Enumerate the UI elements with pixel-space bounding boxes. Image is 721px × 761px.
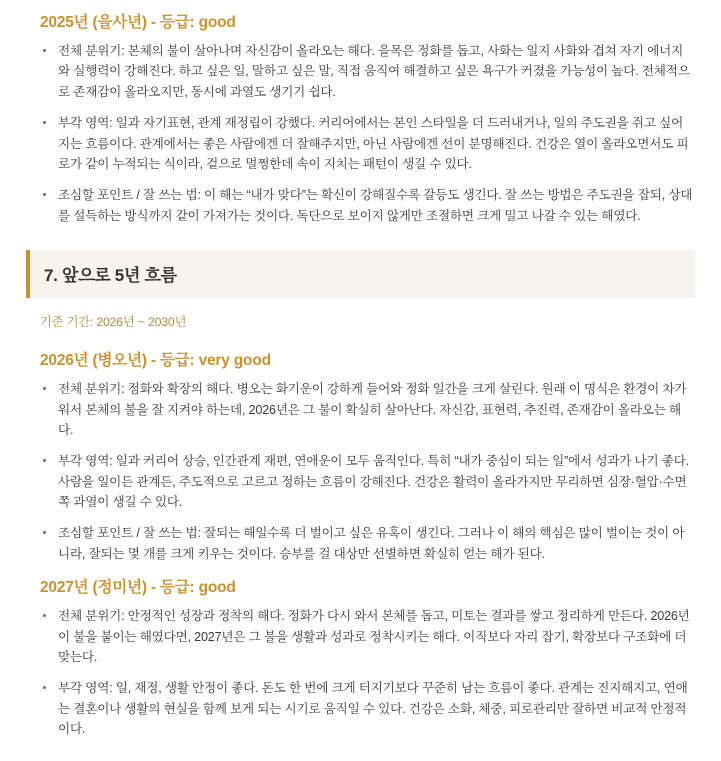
year-heading-2027: 2027년 (정미년) - 등급: good — [40, 579, 236, 597]
year-block-2025 — [26, 10, 695, 226]
list-item: 조심할 포인트 / 잘 쓰는 법: 잘되는 해일수록 더 벌이고 싶은 유혹이 생긴다. 그러나 이 해의 핵심은 많이 벌이는 것이 아니라, 잘되는 몇 개를 크게 키우는 것이다. 승부를 걸 대상만 선별하면 확실히 얻는 해가 된다. — [26, 523, 695, 564]
year-bullets-2027 — [26, 606, 695, 739]
year-heading-2026: 2026년 (병오년) - 등급: very good — [40, 352, 271, 370]
document-page — [0, 10, 721, 761]
list-item: 전체 분위기: 점화와 확장의 해다. 병오는 화기운이 강하게 들어와 정화 일간을 크게 살린다. 원래 이 명식은 환경이 차가워서 본체의 불을 잘 지켜야 하는데, 2026년은 그 불이 확실히 살아난다. 자신감, 표현력, 추진력, 존재감이 올라오는 해다. — [26, 379, 695, 440]
list-item: 전체 분위기: 본체의 불이 살아나며 자신감이 올라오는 해다. 을목은 정화를 돕고, 사화는 일지 사화와 겹쳐 자기 에너지와 실행력이 강해진다. 하고 싶은 일, 말하고 싶은 말, 직접 움직여 해결하고 싶은 욕구가 커졌을 가능성이 높다. 전체적으로 존재감이 올라오지만, 동시에 과열도 생기기 쉽다. — [26, 41, 695, 102]
list-item: 부각 영역: 일과 자기표현, 관계 재정립이 강했다. 커리어에서는 본인 스타일을 더 드러내거나, 일의 주도권을 쥐고 싶어지는 흐름이다. 관계에서는 좋은 사람에겐 더 잘해주지만, 아닌 사람에겐 선이 분명해진다. 건강은 열이 올라오면서도 피로가 같이 누적되는 식이라, 겉으로 멀쩡한데 속이 지치는 패턴이 생길 수 있다. — [26, 113, 695, 174]
list-item: 전체 분위기: 안정적인 성장과 정착의 해다. 정화가 다시 와서 본체를 돕고, 미토는 결과를 쌓고 정리하게 만든다. 2026년이 불을 붙이는 해였다면, 2027년은 그 불을 생활과 성과로 정착시키는 해다. 이직보다 자리 잡기, 확장보다 구조화에 더 맞는다. — [26, 606, 695, 667]
year-bullets-2026 — [26, 379, 695, 564]
year-block-2027 — [26, 575, 695, 739]
year-block-2026 — [26, 348, 695, 564]
section-period: 기준 기간: 2026년 ~ 2030년 — [40, 315, 187, 330]
year-bullets-2025 — [26, 41, 695, 226]
section-title: 7. 앞으로 5년 흐름 — [44, 266, 177, 286]
list-item: 부각 영역: 일, 재정, 생활 안정이 좋다. 돈도 한 번에 크게 터지기보다 꾸준히 남는 흐름이 좋다. 관계는 진지해지고, 연애는 결혼이나 생활의 현실을 함께 보게 되는 시기로 움직일 수 있다. 건강은 소화, 체중, 피로관리만 잘하면 비교적 안정적이다. — [26, 678, 695, 739]
year-heading-2025: 2025년 (을사년) - 등급: good — [40, 14, 236, 31]
list-item: 부각 영역: 일과 커리어 상승, 인간관계 재편, 연애운이 모두 움직인다. 특히 “내가 중심이 되는 일”에서 성과가 나기 좋다. 사람을 일이든 관계든, 주도적으로 고르고 정하는 흐름이 강해진다. 건강은 활력이 올라가지만 무리하면 심장·혈압·수면 쪽 과열이 생길 수 있다. — [26, 451, 695, 512]
section-header-box — [26, 250, 695, 298]
list-item: 조심할 포인트 / 잘 쓰는 법: 이 해는 “내가 맞다”는 확신이 강해질수록 갈등도 생긴다. 잘 쓰는 방법은 주도권을 잡되, 상대를 설득하는 방식까지 같이 가져가는 것이다. 독단으로 보이지 않게만 조절하면 크게 밀고 나갈 수 있는 해였다. — [26, 185, 695, 226]
